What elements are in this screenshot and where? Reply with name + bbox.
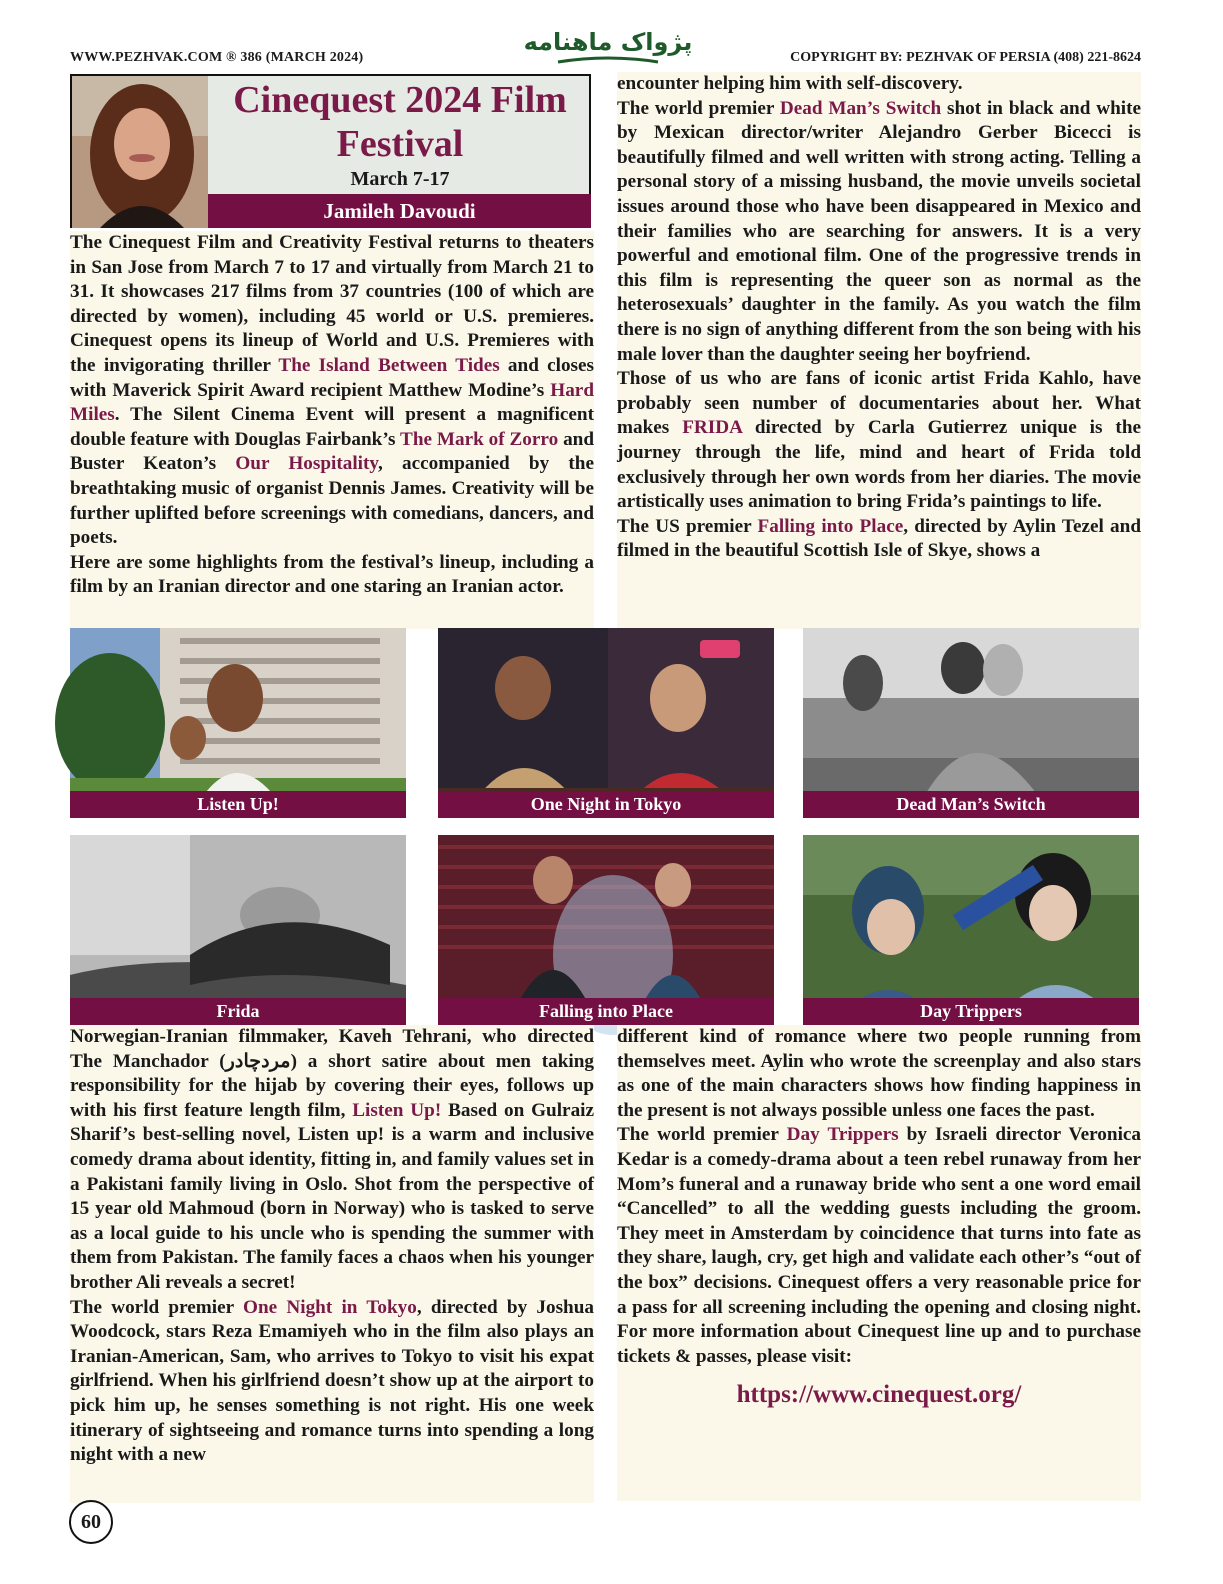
pezhvak-logo	[523, 14, 693, 70]
paragraph: encounter helping him with self-discovery.	[617, 73, 963, 94]
paragraph: The US premier Falling into Place, directed by Aylin Tezel and filmed in the beautiful Scottish Isle of Skye, shows a	[617, 515, 1141, 562]
paragraph: Here are some highlights from the festival’s lineup, including a film by an Iranian director and one staring an Iranian actor.	[70, 551, 594, 598]
paragraph: Those of us who are fans of iconic artist Frida Kahlo, have probably seen number of documentaries about her. What makes FRIDA directed by Carla Gutierrez unique is the journey through the life, mind and heart of Frida told exclusively through her own words from her diaries. The movie artistically uses animation to bring Frida’s paintings to life.	[617, 368, 1142, 513]
title-box	[70, 74, 591, 228]
festival-dates: March 7-17	[350, 168, 450, 190]
photo-falling-into-place	[438, 835, 774, 1025]
photo-caption: Frida	[70, 998, 406, 1025]
film-title: The Island Between Tides	[278, 354, 500, 376]
film-title: Our Hospitality	[235, 453, 378, 475]
film-title: Falling into Place	[757, 515, 904, 537]
cinequest-link[interactable]: https://www.cinequest.org/	[736, 1381, 1022, 1409]
header-left: WWW.PEZHVAK.COM ® 386 (MARCH 2024)	[70, 50, 364, 65]
film-title: Hard Miles	[70, 379, 594, 426]
photo-caption: Dead Man’s Switch	[803, 791, 1139, 818]
photo-listen-up	[70, 628, 406, 818]
photo-dead-mans-switch	[803, 628, 1139, 818]
column-top-right	[617, 72, 1141, 629]
photo-one-night-in-tokyo	[438, 628, 774, 818]
photo-frida	[70, 835, 406, 1025]
film-title: Dead Man’s Switch	[779, 97, 942, 119]
film-title: One Night in Tokyo	[243, 1296, 417, 1318]
column-top-left	[70, 231, 594, 629]
photo-caption: Falling into Place	[438, 998, 774, 1025]
paragraph: Norwegian-Iranian filmmaker, Kaveh Tehrani, who directed The Manchador (مردچادر) a short satire about men taking responsibility for the hijab by covering their eyes, follows up with his first feature length film, Listen Up! Based on Gulraiz Sharif’s best-selling novel, Listen up! is a warm and inclusive comedy drama about identity, fitting in, and family values set in a Pakistani family living in Oslo. Shot from the perspective of 15 year old Mahmoud (born in Norway) who is tasked to serve as a local guide to his uncle who is spending the summer with them from Pakistan. The family faces a chaos when his younger brother Ali reveals a secret!	[70, 1026, 595, 1293]
film-title: The Mark of Zorro	[400, 428, 559, 450]
photo-day-trippers	[803, 835, 1139, 1025]
article-title: Cinequest 2024 Film Festival	[233, 79, 567, 165]
author-portrait	[72, 76, 208, 228]
photo-caption: Listen Up!	[70, 791, 406, 818]
paragraph: The world premier Day Trippers by Israeli director Veronica Kedar is a comedy-drama about a teen rebel runaway from her Mom’s funeral and a runaway bride who sent a one word email “Cancelled” to all the wedding guests including the groom. They meet in Amsterdam by coincidence that turns into fate as they share, laugh, cry, get high and validate each other’s “out of the box” decisions. Cinequest offers a very reasonable price for a pass for all screening including the opening and closing night. For more information about Cinequest line up and to purchase tickets & passes, please visit:	[617, 1124, 1142, 1367]
page-number: 60	[69, 1500, 113, 1544]
column-bottom-left	[70, 1025, 594, 1503]
column-bottom-right	[617, 1025, 1141, 1501]
photo-caption: One Night in Tokyo	[438, 791, 774, 818]
header-right: COPYRIGHT BY: PEZHVAK OF PERSIA (408) 221-8624	[790, 50, 1141, 65]
film-title: Listen Up!	[352, 1099, 442, 1121]
paragraph: The Cinequest Film and Creativity Festival returns to theaters in San Jose from March 7 to 17 and virtually from March 21 to 31. It showcases 217 films from 37 countries (100 of which are directed by women), including 45 world or U.S. premieres. Cinequest opens its lineup of World and U.S. Premieres with the invigorating thriller The Island Between Tides and closes with Maverick Spirit Award recipient Matthew Modine’s Hard Miles. The Silent Cinema Event will present a magnificent double feature with Douglas Fairbank’s The Mark of Zorro and Buster Keaton’s Our Hospitality, accompanied by the breathtaking music of organist Dennis James. Creativity will be further uplifted before screenings with comedians, dancers, and poets.	[70, 232, 595, 549]
film-title: FRIDA	[682, 417, 742, 439]
paragraph: different kind of romance where two people running from themselves meet. Aylin who wrote the screenplay and also stars as one of the main characters shows how finding happiness in the present is not always possible unless one faces the past.	[617, 1026, 1141, 1121]
svg-text:پژواک ماهنامه: پژواک ماهنامه	[523, 28, 693, 56]
paragraph: The world premier Dead Man’s Switch shot in black and white by Mexican director/writer Alejandro Gerber Bicecci is beautifully filmed and well written with strong acting. Telling a personal story of a missing husband, the movie unveils societal issues around those who have been disappeared in Mexico and their families who are searching for answers. It is a very powerful and emotional film. One of the progressive trends in this film is representing the queer son as normal as the heterosexuals’ daughter in the family. As you watch the film there is no sign of anything different from the son being with his male lover than the daughter seeing her boyfriend.	[617, 97, 1142, 365]
paragraph: The world premier One Night in Tokyo, directed by Joshua Woodcock, stars Reza Emamiyeh who in the film also plays an Iranian-American, Sam, who arrives to Tokyo to visit his expat girlfriend. When his girlfriend doesn’t show up at the airport to pick him up, he senses something is not right. His one week itinerary of sightseeing and romance turns into spending a long night with a new	[70, 1296, 594, 1466]
author-name: Jamileh Davoudi	[208, 194, 591, 228]
film-title: Day Trippers	[786, 1124, 899, 1146]
photo-caption: Day Trippers	[803, 998, 1139, 1025]
